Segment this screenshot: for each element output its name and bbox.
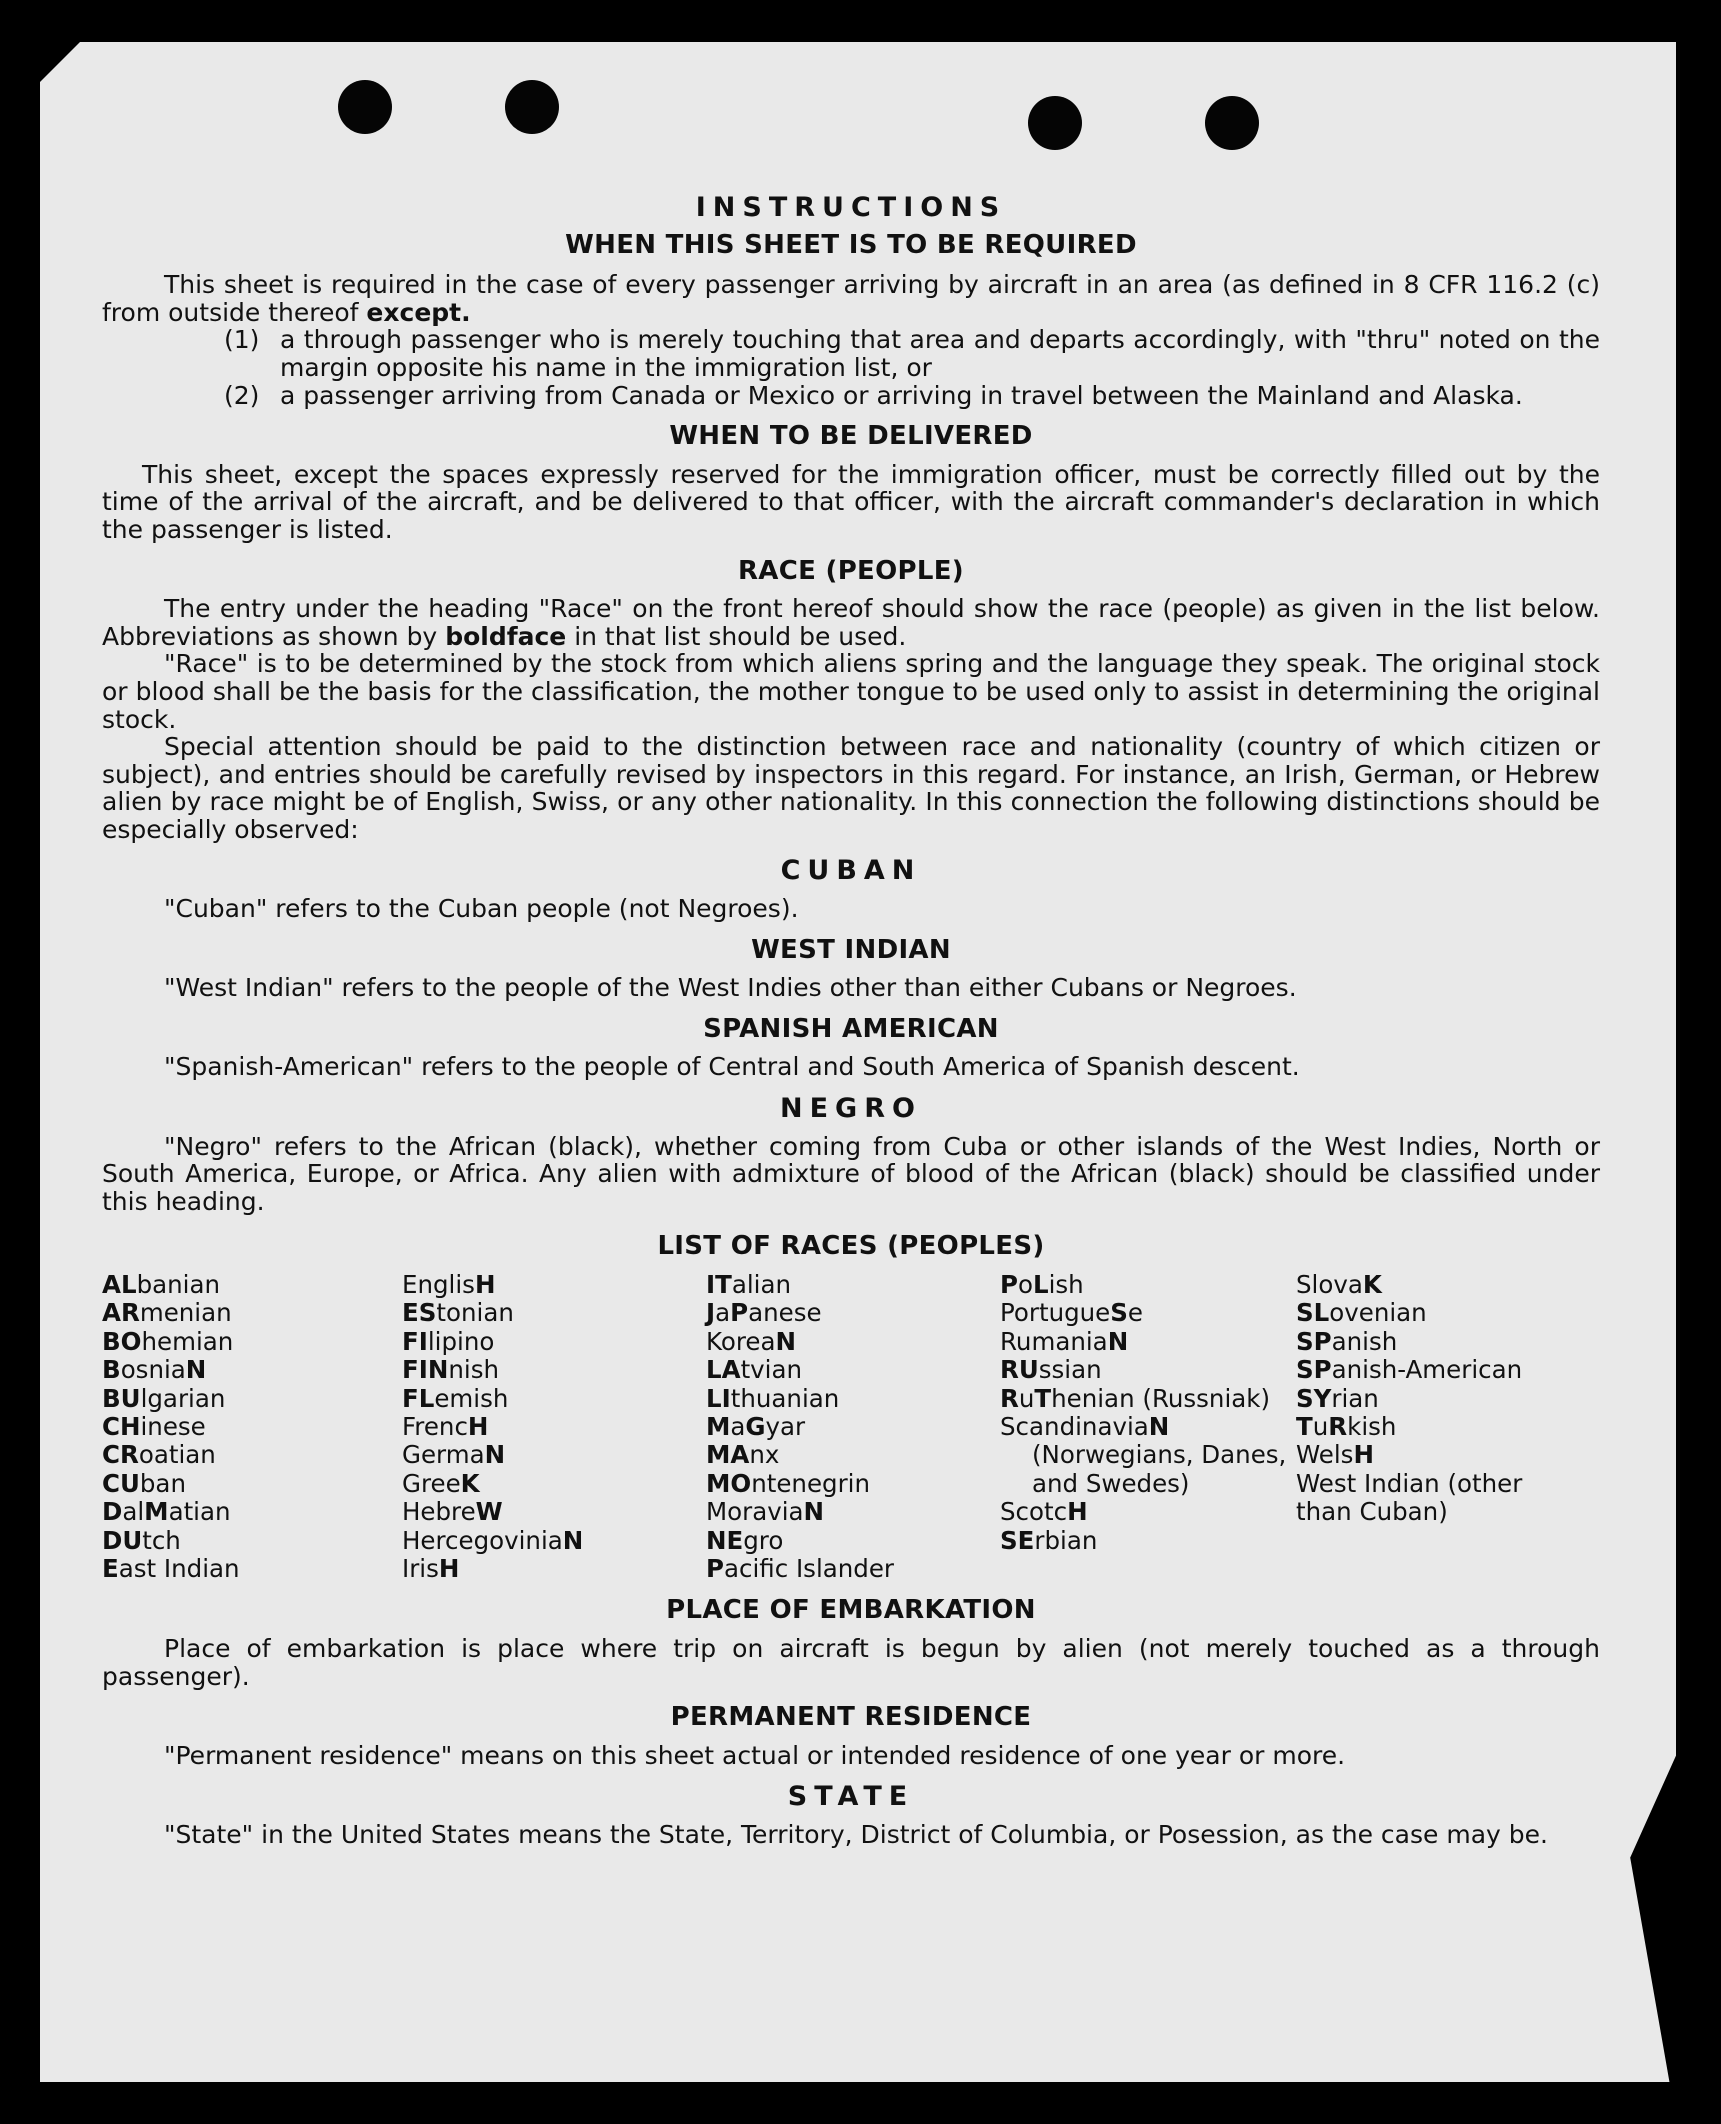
heading-when-required: WHEN THIS SHEET IS TO BE REQUIRED bbox=[565, 229, 1137, 260]
race-abbreviation: SL bbox=[1296, 1298, 1330, 1328]
race-list-item bbox=[706, 1441, 1000, 1469]
race-abbreviation: CU bbox=[102, 1468, 140, 1498]
punch-hole bbox=[505, 80, 559, 134]
race-list-item bbox=[1296, 1385, 1576, 1413]
race-list-item bbox=[102, 1441, 402, 1469]
race-abbreviation: FL bbox=[402, 1383, 435, 1413]
race-text: Korea bbox=[706, 1326, 776, 1356]
race-list-item bbox=[1296, 1470, 1556, 1527]
race-text: acific Islander bbox=[723, 1554, 894, 1584]
race-abbreviation: W bbox=[475, 1497, 503, 1527]
race-list-item bbox=[1296, 1413, 1576, 1441]
race-text: anish-American bbox=[1331, 1355, 1523, 1385]
race-abbreviation: H bbox=[1353, 1440, 1374, 1470]
race-text: tvian bbox=[740, 1355, 803, 1385]
punch-hole bbox=[1205, 96, 1259, 150]
race-abbreviation: N bbox=[1107, 1326, 1129, 1356]
race-abbreviation: P bbox=[730, 1298, 749, 1328]
race-list-item bbox=[402, 1470, 706, 1498]
race-list-item bbox=[102, 1470, 402, 1498]
race-list-item bbox=[402, 1527, 706, 1555]
race-abbreviation: SE bbox=[1000, 1525, 1035, 1555]
race-list-item bbox=[102, 1328, 402, 1356]
race-text: Wels bbox=[1296, 1440, 1354, 1470]
heading-negro: NEGRO bbox=[780, 1093, 922, 1125]
race-abbreviation: MO bbox=[706, 1468, 752, 1498]
race-text: banian bbox=[136, 1270, 221, 1299]
race-list-item bbox=[706, 1555, 1000, 1583]
race-abbreviation: T bbox=[1296, 1412, 1313, 1442]
race-text: Hercegovinia bbox=[402, 1525, 563, 1555]
race-abbreviation: LA bbox=[706, 1355, 741, 1385]
race-text: tch bbox=[142, 1525, 181, 1555]
race-text: Gree bbox=[402, 1468, 461, 1498]
race-text: Hebre bbox=[402, 1497, 476, 1527]
race-abbreviation: N bbox=[803, 1497, 825, 1527]
race-abbreviation: H bbox=[438, 1554, 460, 1584]
paragraph-state: "State" in the United States means the State, Territory, District of Columbia, or Posession, as the case may be. bbox=[164, 1820, 1548, 1850]
race-text: lgarian bbox=[140, 1383, 226, 1413]
race-abbreviation: P bbox=[1000, 1270, 1018, 1299]
race-abbreviation: CR bbox=[102, 1440, 139, 1470]
race-abbreviation: FIN bbox=[402, 1355, 449, 1385]
race-text: nx bbox=[749, 1440, 780, 1470]
race-list-item bbox=[402, 1328, 706, 1356]
race-text: e bbox=[1127, 1298, 1143, 1328]
race-abbreviation: N bbox=[185, 1355, 207, 1385]
race-list-column bbox=[1296, 1271, 1576, 1583]
race-abbreviation: R bbox=[1000, 1383, 1019, 1413]
race-text: u bbox=[1018, 1383, 1035, 1413]
heading-embarkation: PLACE OF EMBARKATION bbox=[666, 1595, 1036, 1626]
race-text: Iris bbox=[402, 1554, 439, 1584]
race-abbreviation: P bbox=[706, 1554, 724, 1584]
race-list-item bbox=[1296, 1441, 1576, 1469]
paragraph-negro: "Negro" refers to the African (black), whether coming from Cuba or other islands of the West Indies, North or South America, Europe, or Africa. Any alien with admixture of blood of the African (black) should be classified under this heading. bbox=[102, 1131, 1600, 1216]
race-abbreviation: R bbox=[1328, 1412, 1348, 1442]
race-abbreviation: K bbox=[460, 1468, 480, 1498]
race-text: o bbox=[1017, 1270, 1033, 1299]
race-text: gro bbox=[743, 1525, 784, 1555]
race-list-item bbox=[1296, 1356, 1576, 1384]
race-list-item bbox=[402, 1413, 706, 1441]
race-text: ban bbox=[139, 1468, 186, 1498]
paragraph-west-indian: "West Indian" refers to the people of the West Indies other than either Cubans or Negroes. bbox=[164, 973, 1297, 1003]
race-list-item bbox=[102, 1385, 402, 1413]
race-list-item bbox=[102, 1527, 402, 1555]
heading-race: RACE (PEOPLE) bbox=[737, 555, 964, 586]
race-list-item bbox=[706, 1527, 1000, 1555]
race-text: atian bbox=[168, 1497, 231, 1527]
race-abbreviation: FI bbox=[402, 1326, 428, 1356]
race-list-item bbox=[706, 1299, 1000, 1327]
paragraph-race-3: Special attention should be paid to the distinction between race and nationality (country of which citizen or subject), and entries should be carefully revised by inspectors in this regard. For instance, an Irish, German, or Hebrew alien by race might be of English, Swiss, or any other nationality. In this connection the following distinctions should be especially observed: bbox=[102, 732, 1600, 844]
paragraph-race-1: The entry under the heading "Race" on the front hereof should show the race (people) as given in the list below. Abbreviations as shown by boldface in that list should be used. bbox=[102, 594, 1600, 651]
race-text: Scotc bbox=[1000, 1497, 1068, 1527]
race-text: Scandinavia bbox=[1000, 1412, 1149, 1442]
race-text: Moravia bbox=[706, 1497, 804, 1527]
race-list-column bbox=[706, 1271, 1000, 1583]
race-text: ntenegrin bbox=[751, 1468, 870, 1498]
race-abbreviation: D bbox=[102, 1497, 123, 1527]
race-text: oatian bbox=[138, 1440, 216, 1470]
race-abbreviation: H bbox=[1067, 1497, 1088, 1527]
race-abbreviation: N bbox=[484, 1440, 506, 1470]
page-title: INSTRUCTIONS bbox=[695, 192, 1007, 223]
race-list-item bbox=[402, 1555, 706, 1583]
race-list-item bbox=[1000, 1328, 1296, 1356]
race-list-item bbox=[706, 1385, 1000, 1413]
race-text: tonian bbox=[436, 1298, 514, 1328]
race-list-column bbox=[1000, 1271, 1296, 1583]
race-abbreviation: MA bbox=[706, 1440, 750, 1470]
race-text: rbian bbox=[1034, 1525, 1098, 1555]
race-list-item bbox=[706, 1470, 1000, 1498]
race-list-item bbox=[102, 1413, 402, 1441]
race-text: osnia bbox=[120, 1355, 186, 1385]
paragraph-cuban: "Cuban" refers to the Cuban people (not Negroes). bbox=[164, 894, 799, 924]
race-list-item bbox=[706, 1328, 1000, 1356]
race-list-item bbox=[402, 1498, 706, 1526]
race-text: alian bbox=[731, 1270, 791, 1299]
race-text: henian (Russniak) bbox=[1051, 1383, 1271, 1413]
race-abbreviation: BU bbox=[102, 1383, 141, 1413]
race-text: lipino bbox=[427, 1326, 495, 1356]
race-list-item bbox=[706, 1498, 1000, 1526]
race-abbreviation: E bbox=[102, 1554, 119, 1584]
race-text: Englis bbox=[402, 1270, 475, 1299]
heading-permanent-residence: PERMANENT RESIDENCE bbox=[670, 1702, 1032, 1733]
punch-hole bbox=[1028, 96, 1082, 150]
race-list-item bbox=[1000, 1385, 1276, 1413]
race-text: Rumania bbox=[1000, 1326, 1108, 1356]
race-list-item bbox=[102, 1299, 402, 1327]
race-text: menian bbox=[139, 1298, 232, 1328]
race-text: (Norwegians, Danes, and Swedes) bbox=[1032, 1440, 1287, 1498]
race-abbreviation: SP bbox=[1296, 1326, 1332, 1356]
instructions-content bbox=[102, 150, 1600, 1849]
race-list-item bbox=[402, 1356, 706, 1384]
race-abbreviation: NE bbox=[706, 1525, 744, 1555]
race-list-item bbox=[102, 1555, 402, 1583]
race-text: ish bbox=[1048, 1270, 1084, 1299]
race-list-item bbox=[402, 1299, 706, 1327]
race-abbreviation: J bbox=[706, 1298, 716, 1328]
race-list bbox=[102, 1271, 1600, 1583]
race-abbreviation: N bbox=[562, 1525, 584, 1555]
race-abbreviation: SY bbox=[1296, 1383, 1332, 1413]
heading-list-of-races: LIST OF RACES (PEOPLES) bbox=[657, 1231, 1045, 1262]
race-list-column bbox=[102, 1271, 402, 1583]
punch-hole bbox=[338, 80, 392, 134]
race-abbreviation: N bbox=[775, 1326, 796, 1356]
heading-spanish-american: SPANISH AMERICAN bbox=[703, 1013, 999, 1044]
race-list-item bbox=[1000, 1441, 1308, 1498]
race-text: West Indian (other than Cuban) bbox=[1296, 1468, 1523, 1527]
race-text: ovenian bbox=[1329, 1298, 1427, 1328]
paragraph-spanish-american: "Spanish-American" refers to the people of Central and South America of Spanish descent. bbox=[164, 1052, 1300, 1082]
race-text: inese bbox=[140, 1412, 206, 1442]
paragraph-when-delivered: This sheet, except the spaces expressly reserved for the immigration officer, must be correctly filled out by the time of the arrival of the aircraft, and be delivered to that officer, with the aircraft commander's declaration in which the passenger is listed. bbox=[102, 459, 1600, 544]
race-list-item bbox=[102, 1498, 402, 1526]
heading-west-indian: WEST INDIAN bbox=[751, 934, 951, 965]
race-text: rian bbox=[1331, 1383, 1379, 1413]
race-text: hemian bbox=[141, 1326, 234, 1356]
race-abbreviation: LI bbox=[706, 1383, 731, 1413]
paragraph-when-required: This sheet is required in the case of every passenger arriving by aircraft in an area (as defined in 8 CFR 116.2 (c) from outside thereof except. bbox=[102, 270, 1600, 327]
race-text: anish bbox=[1331, 1326, 1398, 1356]
race-text: Frenc bbox=[402, 1412, 468, 1442]
race-abbreviation: T bbox=[1034, 1383, 1052, 1413]
race-list-item bbox=[102, 1271, 402, 1299]
race-text: ast Indian bbox=[118, 1554, 240, 1584]
race-abbreviation: SP bbox=[1296, 1355, 1332, 1385]
race-list-item bbox=[402, 1271, 706, 1299]
race-text: kish bbox=[1347, 1412, 1397, 1442]
heading-cuban: CUBAN bbox=[780, 855, 922, 887]
race-abbreviation: CH bbox=[102, 1412, 141, 1442]
race-text: al bbox=[122, 1497, 145, 1527]
race-abbreviation: IT bbox=[706, 1270, 732, 1299]
race-list-column bbox=[402, 1271, 706, 1583]
race-list-item bbox=[402, 1385, 706, 1413]
exception-item-1: (1) a through passenger who is merely touching that area and departs accordingly, with "thru" noted on the margin opposite his name in the immigration list, or bbox=[224, 325, 1600, 382]
race-abbreviation: H bbox=[474, 1270, 496, 1299]
race-text: u bbox=[1312, 1412, 1329, 1442]
race-list-item bbox=[402, 1441, 706, 1469]
race-abbreviation: M bbox=[706, 1412, 731, 1442]
race-abbreviation: G bbox=[745, 1412, 766, 1442]
race-list-item bbox=[1000, 1498, 1296, 1526]
paragraph-embarkation: Place of embarkation is place where trip on aircraft is begun by alien (not merely touched as a through passenger). bbox=[102, 1634, 1600, 1691]
race-abbreviation: ES bbox=[402, 1298, 437, 1328]
race-text: nish bbox=[448, 1355, 499, 1385]
race-abbreviation: H bbox=[467, 1412, 489, 1442]
race-abbreviation: M bbox=[144, 1497, 169, 1527]
race-text: anese bbox=[748, 1298, 822, 1328]
race-abbreviation: DU bbox=[102, 1525, 143, 1555]
race-abbreviation: AL bbox=[102, 1270, 137, 1299]
race-abbreviation: B bbox=[102, 1355, 121, 1385]
paragraph-race-2: "Race" is to be determined by the stock from which aliens spring and the language they speak. The original stock or blood shall be the basis for the classification, the mother tongue to be used only to assist in determining the original stock. bbox=[102, 649, 1600, 734]
race-list-item bbox=[706, 1413, 1000, 1441]
paragraph-permanent-residence: "Permanent residence" means on this sheet actual or intended residence of one year or more. bbox=[164, 1740, 1346, 1770]
race-list-item bbox=[1296, 1299, 1576, 1327]
race-text: Slova bbox=[1296, 1270, 1363, 1299]
race-text: Germa bbox=[402, 1440, 485, 1470]
race-abbreviation: L bbox=[1032, 1270, 1049, 1299]
race-abbreviation: AR bbox=[102, 1298, 140, 1328]
race-text: thuanian bbox=[730, 1383, 840, 1413]
race-text: yar bbox=[765, 1412, 806, 1442]
race-abbreviation: BO bbox=[102, 1326, 142, 1356]
race-abbreviation: RU bbox=[1000, 1355, 1039, 1385]
race-list-item bbox=[1296, 1271, 1576, 1299]
race-list-item bbox=[1296, 1328, 1576, 1356]
race-text: ssian bbox=[1038, 1355, 1102, 1385]
race-text: Portugue bbox=[1000, 1298, 1111, 1328]
heading-state: STATE bbox=[787, 1781, 915, 1813]
race-list-item bbox=[1000, 1413, 1296, 1441]
race-text: a bbox=[730, 1412, 746, 1442]
race-text: a bbox=[715, 1298, 731, 1328]
race-list-item bbox=[1000, 1356, 1296, 1384]
race-list-item bbox=[1000, 1527, 1296, 1555]
heading-when-delivered: WHEN TO BE DELIVERED bbox=[669, 421, 1033, 452]
race-list-item bbox=[1000, 1299, 1296, 1327]
exception-item-2: (2) a passenger arriving from Canada or Mexico or arriving in travel between the Mainland and Alaska. bbox=[224, 380, 1523, 410]
race-abbreviation: K bbox=[1362, 1270, 1382, 1299]
race-text: emish bbox=[434, 1383, 509, 1413]
race-list-item bbox=[102, 1356, 402, 1384]
race-abbreviation: S bbox=[1110, 1298, 1128, 1328]
race-abbreviation: N bbox=[1148, 1412, 1170, 1442]
race-list-item bbox=[706, 1356, 1000, 1384]
race-list-item bbox=[1000, 1271, 1296, 1299]
race-list-item bbox=[706, 1271, 1000, 1299]
